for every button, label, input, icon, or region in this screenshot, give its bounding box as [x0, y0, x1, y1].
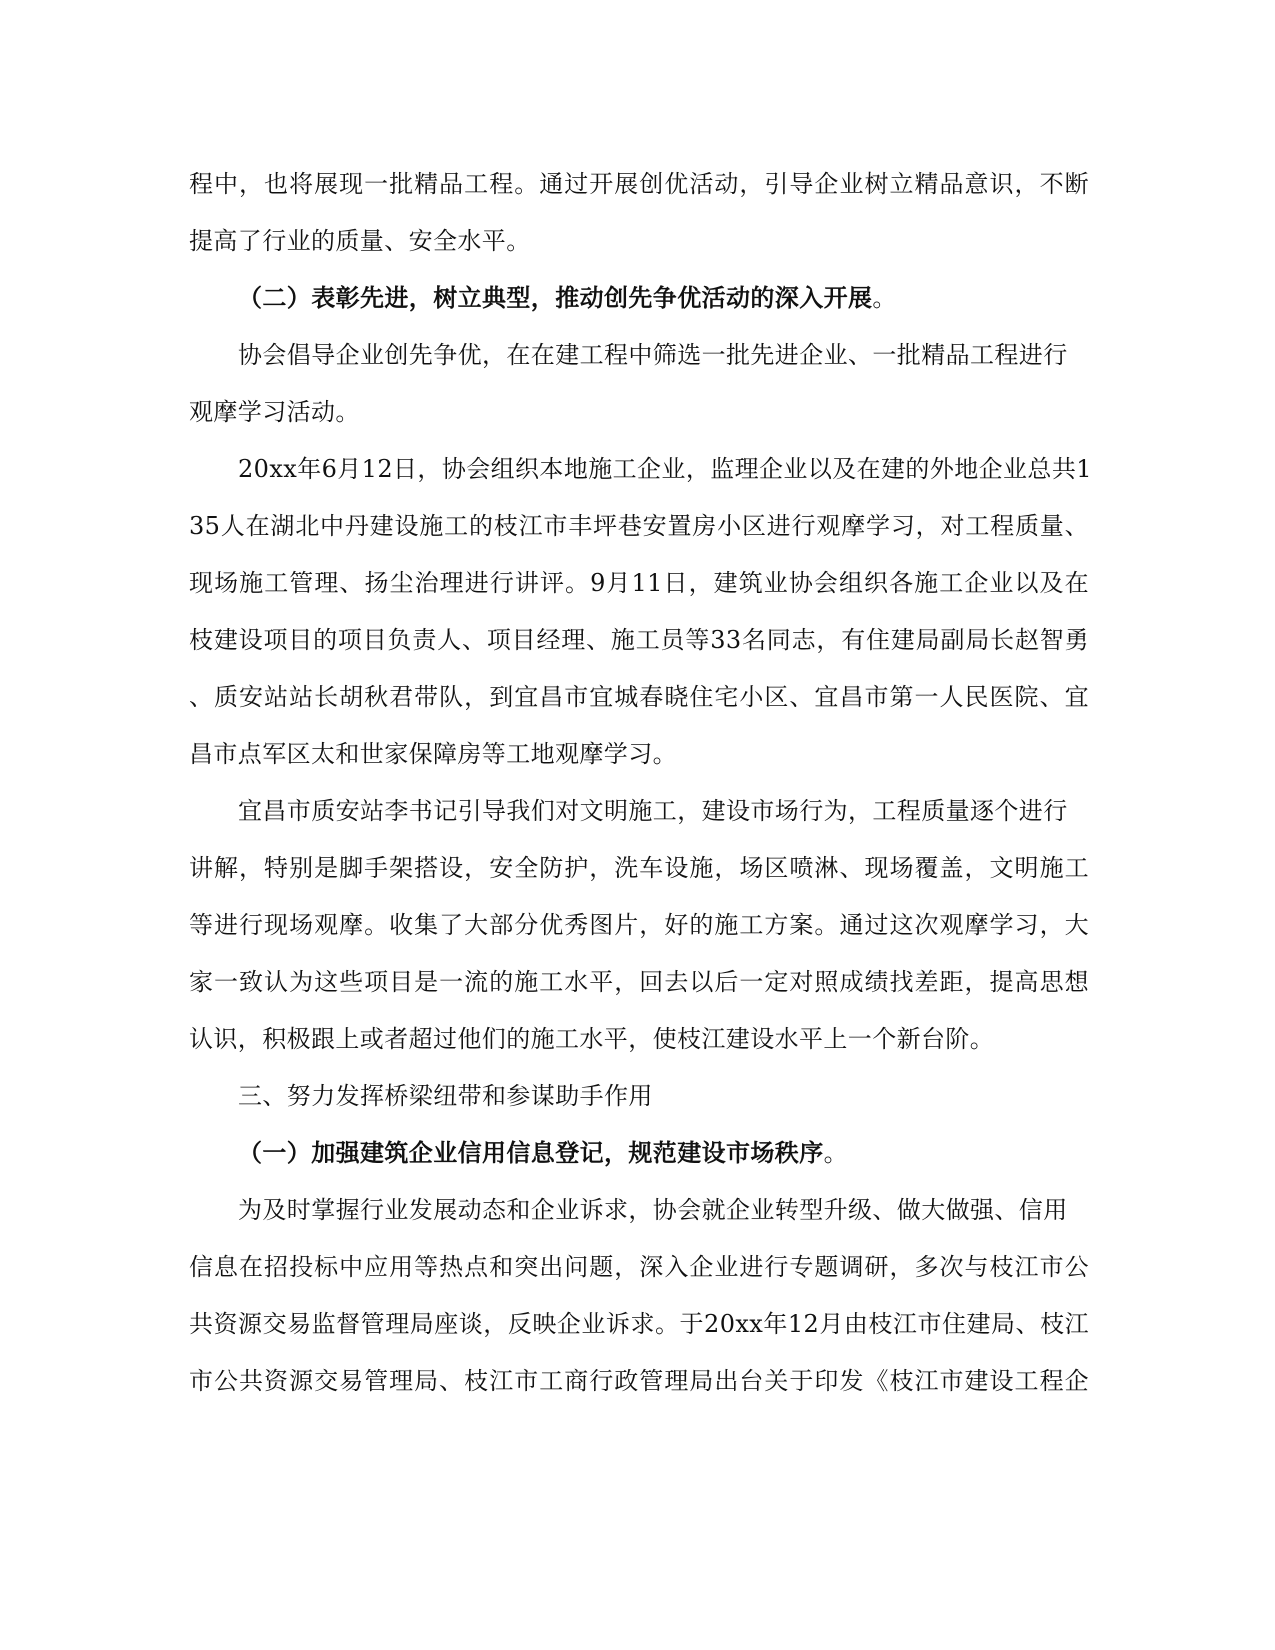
paragraph-line: 市公共资源交易管理局、枝江市工商行政管理局出台关于印发《枝江市建设工程企 [189, 1367, 1089, 1395]
paragraph-line: 家一致认为这些项目是一流的施工水平，回去以后一定对照成绩找差距，提高思想 [189, 968, 1089, 996]
paragraph-line: 共资源交易监督管理局座谈，反映企业诉求。于20xx年12月由枝江市住建局、枝江 [189, 1310, 1089, 1338]
section-heading-2 [238, 278, 1138, 318]
paragraph-line: 20xx年6月12日，协会组织本地施工企业，监理企业以及在建的外地企业总共1 [238, 455, 1092, 483]
paragraph-line: 枝建设项目的项目负责人、项目经理、施工员等33名同志，有住建局副局长赵智勇 [189, 626, 1089, 654]
heading-text: （二）表彰先进，树立典型，推动创先争优活动的深入开展 [238, 283, 873, 312]
heading-punctuation: 。 [872, 284, 897, 312]
paragraph-line: 认识，积极跟上或者超过他们的施工水平，使枝江建设水平上一个新台阶。 [189, 1025, 995, 1053]
paragraph-line: 现场施工管理、扬尘治理进行讲评。9月11日，建筑业协会组织各施工企业以及在 [189, 569, 1089, 597]
paragraph-line: 昌市点军区太和世家保障房等工地观摩学习。 [189, 740, 677, 768]
paragraph-line: 等进行现场观摩。收集了大部分优秀图片，好的施工方案。通过这次观摩学习，大 [189, 911, 1089, 939]
paragraph-line: 宜昌市质安站李书记引导我们对文明施工，建设市场行为，工程质量逐个进行 [238, 797, 1068, 825]
paragraph-line: 观摩学习活动。 [189, 398, 360, 426]
paragraph-line: 35人在湖北中丹建设施工的枝江市丰坪巷安置房小区进行观摩学习，对工程质量、 [189, 512, 1089, 540]
paragraph-line: 讲解，特别是脚手架搭设，安全防护，洗车设施，场区喷淋、现场覆盖，文明施工 [189, 854, 1089, 882]
paragraph-line: 为及时掌握行业发展动态和企业诉求，协会就企业转型升级、做大做强、信用 [238, 1196, 1068, 1224]
section-heading-1 [238, 1133, 1138, 1173]
heading-text: （一）加强建筑企业信用信息登记，规范建设市场秩序 [238, 1138, 824, 1167]
heading-punctuation: 。 [823, 1139, 849, 1167]
paragraph-line: 程中，也将展现一批精品工程。通过开展创优活动，引导企业树立精品意识，不断 [189, 170, 1089, 198]
paragraph-line: 提高了行业的质量、安全水平。 [189, 227, 531, 255]
paragraph-line: 协会倡导企业创先争优，在在建工程中筛选一批先进企业、一批精品工程进行 [238, 341, 1068, 369]
section-heading-3: 三、努力发挥桥梁纽带和参谋助手作用 [238, 1082, 653, 1110]
paragraph-line: 信息在招投标中应用等热点和突出问题，深入企业进行专题调研，多次与枝江市公 [189, 1253, 1089, 1281]
paragraph-line: 、质安站站长胡秋君带队，到宜昌市宜城春晓住宅小区、宜昌市第一人民医院、宜 [189, 683, 1089, 711]
